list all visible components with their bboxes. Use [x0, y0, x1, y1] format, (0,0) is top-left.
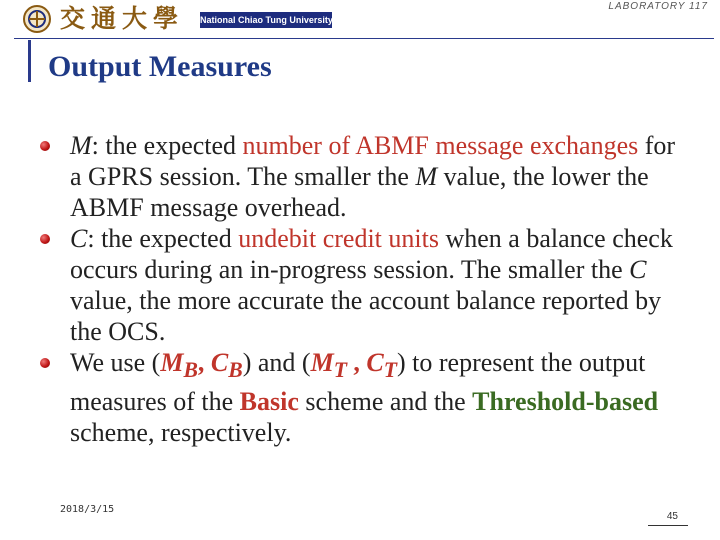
text: scheme, respectively. — [70, 418, 292, 448]
text: when a balance check occurs during an in-progress session. The smaller the — [70, 224, 673, 284]
text: : the expected — [91, 131, 243, 160]
highlight-red — [160, 348, 243, 383]
text: value, the more accurate the account balance reported by the OCS. — [70, 286, 662, 346]
symbol-c: C — [70, 224, 88, 253]
subscript-b: B — [183, 358, 198, 383]
symbol-m: M — [160, 348, 184, 377]
bullet-icon — [40, 141, 50, 151]
highlight-basic: Basic — [239, 387, 299, 417]
symbol-c: C — [629, 255, 647, 284]
bullet-icon — [40, 234, 50, 244]
text: value, the lower the ABMF message overhead. — [70, 162, 649, 222]
text: scheme and the — [298, 387, 473, 417]
header-rule — [14, 38, 714, 39]
text: ) to represent the output measures of the — [70, 348, 646, 417]
comma: , — [346, 348, 367, 377]
highlight-red: undebit credit units — [238, 224, 439, 253]
text: ) and ( — [242, 348, 311, 377]
text: We use ( — [70, 348, 161, 377]
bullet-item-c — [70, 223, 690, 347]
slide-title: Output Measures — [48, 50, 272, 83]
subscript-t: T — [333, 358, 347, 383]
university-logo-chinese: 交通大學 — [60, 4, 185, 33]
bullet-icon — [40, 358, 50, 368]
subscript-t: T — [383, 358, 397, 383]
text: for a GPRS session. The smaller the — [70, 131, 676, 191]
bullet-item-comparison — [70, 347, 690, 448]
highlight-threshold: Threshold-based — [472, 387, 659, 417]
highlight-red — [310, 348, 397, 383]
symbol-m: M — [415, 162, 438, 191]
bullet-list — [70, 130, 690, 448]
university-logo-english: National Chiao Tung University — [200, 12, 332, 28]
highlight-red: number of ABMF message exchanges — [242, 131, 639, 160]
footer-rule — [648, 525, 688, 526]
university-emblem-icon — [22, 4, 52, 34]
header-vertical-bar — [28, 40, 31, 82]
footer-date: 2018/3/15 — [60, 504, 115, 515]
bullet-item-m — [70, 130, 690, 223]
symbol-m: M — [70, 131, 92, 160]
symbol-c: C — [366, 348, 384, 377]
symbol-m: M — [310, 348, 334, 377]
subscript-b: B — [228, 358, 243, 383]
page-number: 45 — [666, 511, 678, 522]
text: : the expected — [87, 224, 239, 253]
symbol-c: C — [210, 348, 229, 377]
lab-label: LABORATORY 117 — [608, 1, 708, 12]
comma: , — [197, 348, 211, 377]
